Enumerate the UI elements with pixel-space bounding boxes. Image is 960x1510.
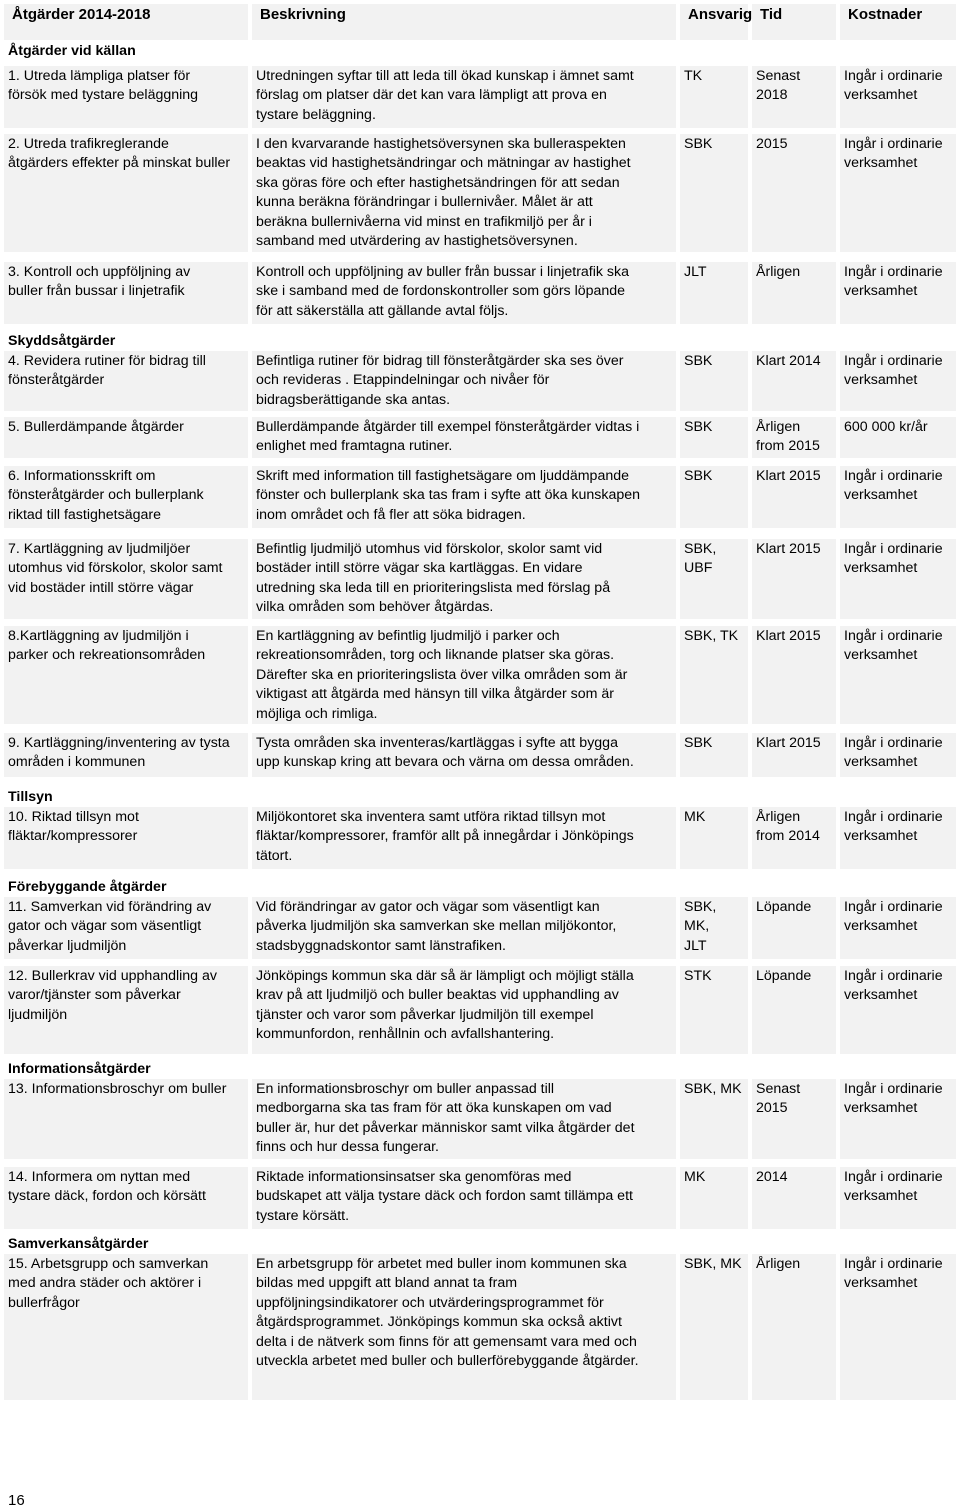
table-row-cost: Ingår i ordinarie verksamhet — [840, 807, 956, 869]
table-row-responsible: JLT — [680, 262, 748, 324]
table-row-time: Klart 2014 — [752, 351, 836, 411]
table-row-action: 10. Riktad tillsyn mot fläktar/kompressorer — [4, 807, 248, 869]
table-row-time: Klart 2015 — [752, 539, 836, 619]
section-title: Samverkansåtgärder — [8, 1236, 149, 1252]
table-row-time: Årligen from 2015 — [752, 417, 836, 458]
table-row-responsible: SBK, MK, JLT — [680, 897, 748, 959]
table-row-time: Senast 2018 — [752, 66, 836, 128]
table-row-action: 12. Bullerkrav vid upphandling av varor/tjänster som påverkar ljudmiljön — [4, 966, 248, 1054]
header-time: Tid — [752, 4, 836, 40]
table-row-description: Tysta områden ska inventeras/kartläggas i syfte att bygga upp kunskap kring att bevara och värna om dessa områden. — [252, 733, 676, 777]
table-row-cost: Ingår i ordinarie verksamhet — [840, 262, 956, 324]
table-row-action: 5. Bullerdämpande åtgärder — [4, 417, 248, 458]
table-row-time: 2015 — [752, 134, 836, 252]
table-row-action: 3. Kontroll och uppföljning av buller från bussar i linjetrafik — [4, 262, 248, 324]
table-row-time: Klart 2015 — [752, 733, 836, 777]
table-row-action: 4. Revidera rutiner för bidrag till fönsteråtgärder — [4, 351, 248, 411]
table-row-time: Årligen — [752, 1254, 836, 1400]
table-row-cost: 600 000 kr/år — [840, 417, 956, 458]
table-row-responsible: MK — [680, 1167, 748, 1229]
page-number: 16 — [8, 1492, 25, 1509]
table-row-description: Jönköpings kommun ska där så är lämpligt och möjligt ställa krav på att ljudmiljö och buller beaktas vid upphandling av tjänster och varor som påverkar ljudmiljön till exempel kommunfordon, renhållnin och avfallshantering. — [252, 966, 676, 1054]
table-row-time: Klart 2015 — [752, 466, 836, 528]
table-row-time: Löpande — [752, 897, 836, 959]
table-row-description: Skrift med information till fastighetsägare om ljuddämpande fönster och bullerplank ska tas fram i syfte att öka kunskapen inom området och få fler att söka bidragen. — [252, 466, 676, 528]
table-row-description: Befintlig ljudmiljö utomhus vid förskolor, skolor samt vid bostäder intill större vägar ska kartläggas. En vidare utredning ska leda till en prioriteringslista med förslag på vilka områden som behöver åtgärdas. — [252, 539, 676, 619]
table-row-description: Riktade informationsinsatser ska genomföras med budskapet att välja tystare däck och fordon samt tillämpa ett tystare körsätt. — [252, 1167, 676, 1229]
table-row-description: Bullerdämpande åtgärder till exempel fönsteråtgärder vidtas i enlighet med framtagna rutiner. — [252, 417, 676, 458]
header-cost: Kostnader — [840, 4, 956, 40]
table-row-action: 1. Utreda lämpliga platser för försök med tystare beläggning — [4, 66, 248, 128]
table-row-description: En kartläggning av befintlig ljudmiljö i parker och rekreationsområden, torg och liknande platser ska göras. Därefter ska en prioriteringslista över vilka områden som är viktigast att åtgärda med hänsyn till vilka åtgärder som är möjliga och rimliga. — [252, 626, 676, 724]
table-row-responsible: STK — [680, 966, 748, 1054]
table-row-cost: Ingår i ordinarie verksamhet — [840, 897, 956, 959]
section-title: Tillsyn — [8, 789, 53, 805]
table-row-cost: Ingår i ordinarie verksamhet — [840, 626, 956, 724]
table-row-responsible: SBK, TK — [680, 626, 748, 724]
table-row-description: Miljökontoret ska inventera samt utföra riktad tillsyn mot fläktar/kompressorer, framför allt på innegårdar i Jönköpings tätort. — [252, 807, 676, 869]
section-title: Åtgärder vid källan — [8, 43, 136, 59]
table-row-responsible: SBK — [680, 417, 748, 458]
table-row-responsible: SBK — [680, 466, 748, 528]
table-row-time: 2014 — [752, 1167, 836, 1229]
table-row-responsible: SBK — [680, 134, 748, 252]
section-title: Förebyggande åtgärder — [8, 879, 167, 895]
table-row-responsible: SBK, UBF — [680, 539, 748, 619]
table-row-cost: Ingår i ordinarie verksamhet — [840, 134, 956, 252]
table-row-cost: Ingår i ordinarie verksamhet — [840, 1254, 956, 1400]
table-row-description: En informationsbroschyr om buller anpassad till medborgarna ska tas fram för att öka kunskapen om vad buller är, hur det påverkar människor samt vilka åtgärder det finns och hur dessa fungerar. — [252, 1079, 676, 1159]
table-row-responsible: SBK, MK — [680, 1254, 748, 1400]
table-row-action: 11. Samverkan vid förändring av gator och vägar som väsentligt påverkar ljudmiljön — [4, 897, 248, 959]
table-row-description: Vid förändringar av gator och vägar som väsentligt kan påverka ljudmiljön ska samverkan ske mellan miljökontor, stadsbyggnadskontor samt länstrafiken. — [252, 897, 676, 959]
table-row-cost: Ingår i ordinarie verksamhet — [840, 1079, 956, 1159]
table-row-action: 15. Arbetsgrupp och samverkan med andra städer och aktörer i bullerfrågor — [4, 1254, 248, 1400]
table-row-action: 7. Kartläggning av ljudmiljöer utomhus vid förskolor, skolor samt vid bostäder intill större vägar — [4, 539, 248, 619]
table-row-time: Senast 2015 — [752, 1079, 836, 1159]
table-row-description: Befintliga rutiner för bidrag till fönsteråtgärder ska ses över och revideras . Etappindelningar och nivåer för bidragsberättigande ska antas. — [252, 351, 676, 411]
table-row-cost: Ingår i ordinarie verksamhet — [840, 1167, 956, 1229]
section-title: Skyddsåtgärder — [8, 333, 116, 349]
table-row-responsible: MK — [680, 807, 748, 869]
table-row-action: 14. Informera om nyttan med tystare däck, fordon och körsätt — [4, 1167, 248, 1229]
table-row-description: Utredningen syftar till att leda till ökad kunskap i ämnet samt förslag om platser där det kan vara lämpligt att prova en tystare beläggning. — [252, 66, 676, 128]
table-row-responsible: SBK — [680, 733, 748, 777]
table-row-description: I den kvarvarande hastighetsöversynen ska bulleraspekten beaktas vid hastighetsändringar och mätningar av hastighet ska göras före och efter hastighetsändringen för att sedan kunna beräkna förändringar i bullernivåer. Målet är att beräkna bullernivåerna vid minst en trafikmiljö per år i samband med utvärdering av hastighetsöversynen. — [252, 134, 676, 252]
header-action: Åtgärder 2014-2018 — [4, 4, 248, 40]
table-row-responsible: SBK — [680, 351, 748, 411]
table-row-cost: Ingår i ordinarie verksamhet — [840, 539, 956, 619]
table-row-action: 6. Informationsskrift om fönsteråtgärder och bullerplank riktad till fastighetsägare — [4, 466, 248, 528]
table-row-time: Löpande — [752, 966, 836, 1054]
table-row-time: Klart 2015 — [752, 626, 836, 724]
header-responsible: Ansvarig — [680, 4, 748, 40]
table-row-description: En arbetsgrupp för arbetet med buller inom kommunen ska bildas med uppgift att bland annat ta fram uppföljningsindikatorer och utvärderingsprogrammet för åtgärdsprogrammet. Jönköpings kommun ska också aktivt delta i de nätverk som finns för att gemensamt vara med och utveckla arbetet med buller och bullerförebyggande åtgärder. — [252, 1254, 676, 1400]
table-row-responsible: SBK, MK — [680, 1079, 748, 1159]
table-row-description: Kontroll och uppföljning av buller från bussar i linjetrafik ska ske i samband med de fordonskontroller som görs löpande för att säkerställa att gällande avtal följs. — [252, 262, 676, 324]
table-row-action: 2. Utreda trafikreglerande åtgärders effekter på minskat buller — [4, 134, 248, 252]
table-row-time: Årligen — [752, 262, 836, 324]
table-row-responsible: TK — [680, 66, 748, 128]
section-title: Informationsåtgärder — [8, 1061, 151, 1077]
table-row-time: Årligen from 2014 — [752, 807, 836, 869]
table-row-action: 9. Kartläggning/inventering av tysta områden i kommunen — [4, 733, 248, 777]
table-row-action: 13. Informationsbroschyr om buller — [4, 1079, 248, 1159]
table-row-action: 8.Kartläggning av ljudmiljön i parker och rekreationsområden — [4, 626, 248, 724]
table-row-cost: Ingår i ordinarie verksamhet — [840, 733, 956, 777]
table-row-cost: Ingår i ordinarie verksamhet — [840, 351, 956, 411]
table-row-cost: Ingår i ordinarie verksamhet — [840, 466, 956, 528]
header-description: Beskrivning — [252, 4, 676, 40]
table-row-cost: Ingår i ordinarie verksamhet — [840, 66, 956, 128]
table-row-cost: Ingår i ordinarie verksamhet — [840, 966, 956, 1054]
